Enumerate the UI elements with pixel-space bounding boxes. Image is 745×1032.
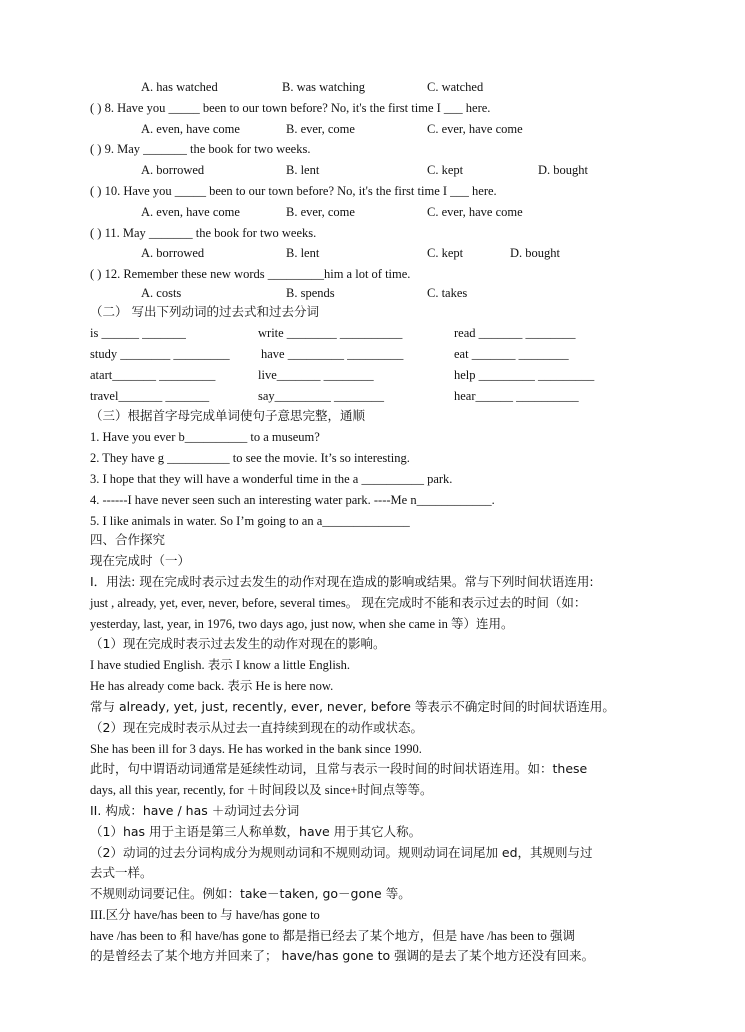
option-b: B. lent <box>286 246 320 260</box>
body-line: days, all this year, recently, for ＋时间段以及 since+时间点等等。 <box>90 783 433 797</box>
section-3-title: （三）根据首字母完成单词使句子意思完整，通顺 <box>90 408 366 423</box>
verb-cell: have _________ _________ <box>261 347 404 361</box>
option-b: B. ever, come <box>286 205 355 219</box>
body-line: （2）现在完成时表示从过去一直持续到现在的动作或状态。 <box>90 720 423 735</box>
option-c: C. watched <box>427 80 484 94</box>
mc-question-11: ( ) 11. May _______ the book for two weeks. <box>90 226 317 240</box>
body-line: 去式一样。 <box>90 865 153 880</box>
verb-cell: travel_______ _______ <box>90 389 210 403</box>
option-d: D. bought <box>510 246 560 260</box>
fill-item-3: 3. I hope that they will have a wonderful time in the a __________ park. <box>90 472 453 486</box>
body-line: yesterday, last, year, in 1976, two days ago, just now, when she came in 等）连用。 <box>90 617 514 631</box>
body-line: （1）has 用于主语是第三人称单数，have 用于其它人称。 <box>90 824 422 839</box>
option-a: A. costs <box>141 286 182 300</box>
body-line: 常与 already, yet, just, recently, ever, never, before 等表示不确定时间的时间状语连用。 <box>90 699 615 714</box>
verb-cell: atart_______ _________ <box>90 368 216 382</box>
verb-cell: read _______ ________ <box>454 326 576 340</box>
body-line: He has already come back. 表示 He is here now. <box>90 679 334 693</box>
verb-cell: hear______ __________ <box>454 389 579 403</box>
body-line: III.区分 have/has been to 与 have/has gone to <box>90 908 320 922</box>
verb-cell: study ________ _________ <box>90 347 230 361</box>
verb-cell: live_______ ________ <box>258 368 374 382</box>
verb-cell: write ________ __________ <box>258 326 403 340</box>
verb-cell: say_________ ________ <box>258 389 385 403</box>
body-line: （1）现在完成时表示过去发生的动作对现在的影响。 <box>90 636 386 651</box>
option-a: A. borrowed <box>141 163 205 177</box>
mc-question-12: ( ) 12. Remember these new words _________him a lot of time. <box>90 267 411 281</box>
body-line: I．用法: 现在完成时表示过去发生的动作对现在造成的影响或结果。常与下列时间状语连用: <box>90 574 594 589</box>
body-line: She has been ill for 3 days. He has worked in the bank since 1990. <box>90 742 422 756</box>
option-d: D. bought <box>538 163 588 177</box>
body-line: I have studied English. 表示 I know a little English. <box>90 658 351 672</box>
verb-cell: eat _______ ________ <box>454 347 569 361</box>
topic-heading: 现在完成时（一） <box>90 553 191 568</box>
body-line: 此时，句中谓语动词通常是延续性动词，且常与表示一段时间的时间状语连用。如：these <box>90 761 588 776</box>
option-a: A. borrowed <box>141 246 205 260</box>
fill-item-2: 2. They have g __________ to see the movie. It’s so interesting. <box>90 451 410 465</box>
option-c: C. takes <box>427 286 468 300</box>
option-b: B. spends <box>286 286 335 300</box>
section-4-title: 四、合作探究 <box>90 532 166 547</box>
option-b: B. was watching <box>282 80 365 94</box>
verb-cell: is ______ _______ <box>90 326 186 340</box>
body-line: II. 构成：have / has ＋动词过去分词 <box>90 803 300 818</box>
body-line: （2）动词的过去分词构成分为规则动词和不规则动词。规则动词在词尾加 ed，其规则与过 <box>90 845 593 860</box>
fill-item-1: 1. Have you ever b__________ to a museum? <box>90 430 320 444</box>
mc-question-9: ( ) 9. May _______ the book for two weeks. <box>90 142 311 156</box>
fill-item-5: 5. I like animals in water. So I’m going to an a______________ <box>90 514 410 528</box>
body-line: just , already, yet, ever, never, before, several times。 现在完成时不能和表示过去的时间（如： <box>90 596 587 610</box>
option-c: C. kept <box>427 246 464 260</box>
option-b: B. lent <box>286 163 320 177</box>
body-line: 不规则动词要记住。例如：take－taken, go－gone 等。 <box>90 886 411 901</box>
option-c: C. ever, have come <box>427 122 523 136</box>
option-a: A. has watched <box>141 80 218 94</box>
body-line: have /has been to 和 have/has gone to 都是指已经去了某个地方，但是 have /has been to 强调 <box>90 929 575 943</box>
fill-item-4: 4. ------I have never seen such an interesting water park. ----Me n____________. <box>90 493 495 507</box>
mc-question-10: ( ) 10. Have you _____ been to our town before? No, it's the first time I ___ here. <box>90 184 497 198</box>
verb-cell: help _________ _________ <box>454 368 595 382</box>
option-a: A. even, have come <box>141 205 240 219</box>
option-b: B. ever, come <box>286 122 355 136</box>
mc-question-8: ( ) 8. Have you _____ been to our town before? No, it's the first time I ___ here. <box>90 101 491 115</box>
section-2-title: （二） 写出下列动词的过去式和过去分词 <box>90 304 319 319</box>
body-line: 的是曾经去了某个地方并回来了； have/has gone to 强调的是去了某个地方还没有回来。 <box>90 948 595 963</box>
option-c: C. ever, have come <box>427 205 523 219</box>
option-a: A. even, have come <box>141 122 240 136</box>
option-c: C. kept <box>427 163 464 177</box>
